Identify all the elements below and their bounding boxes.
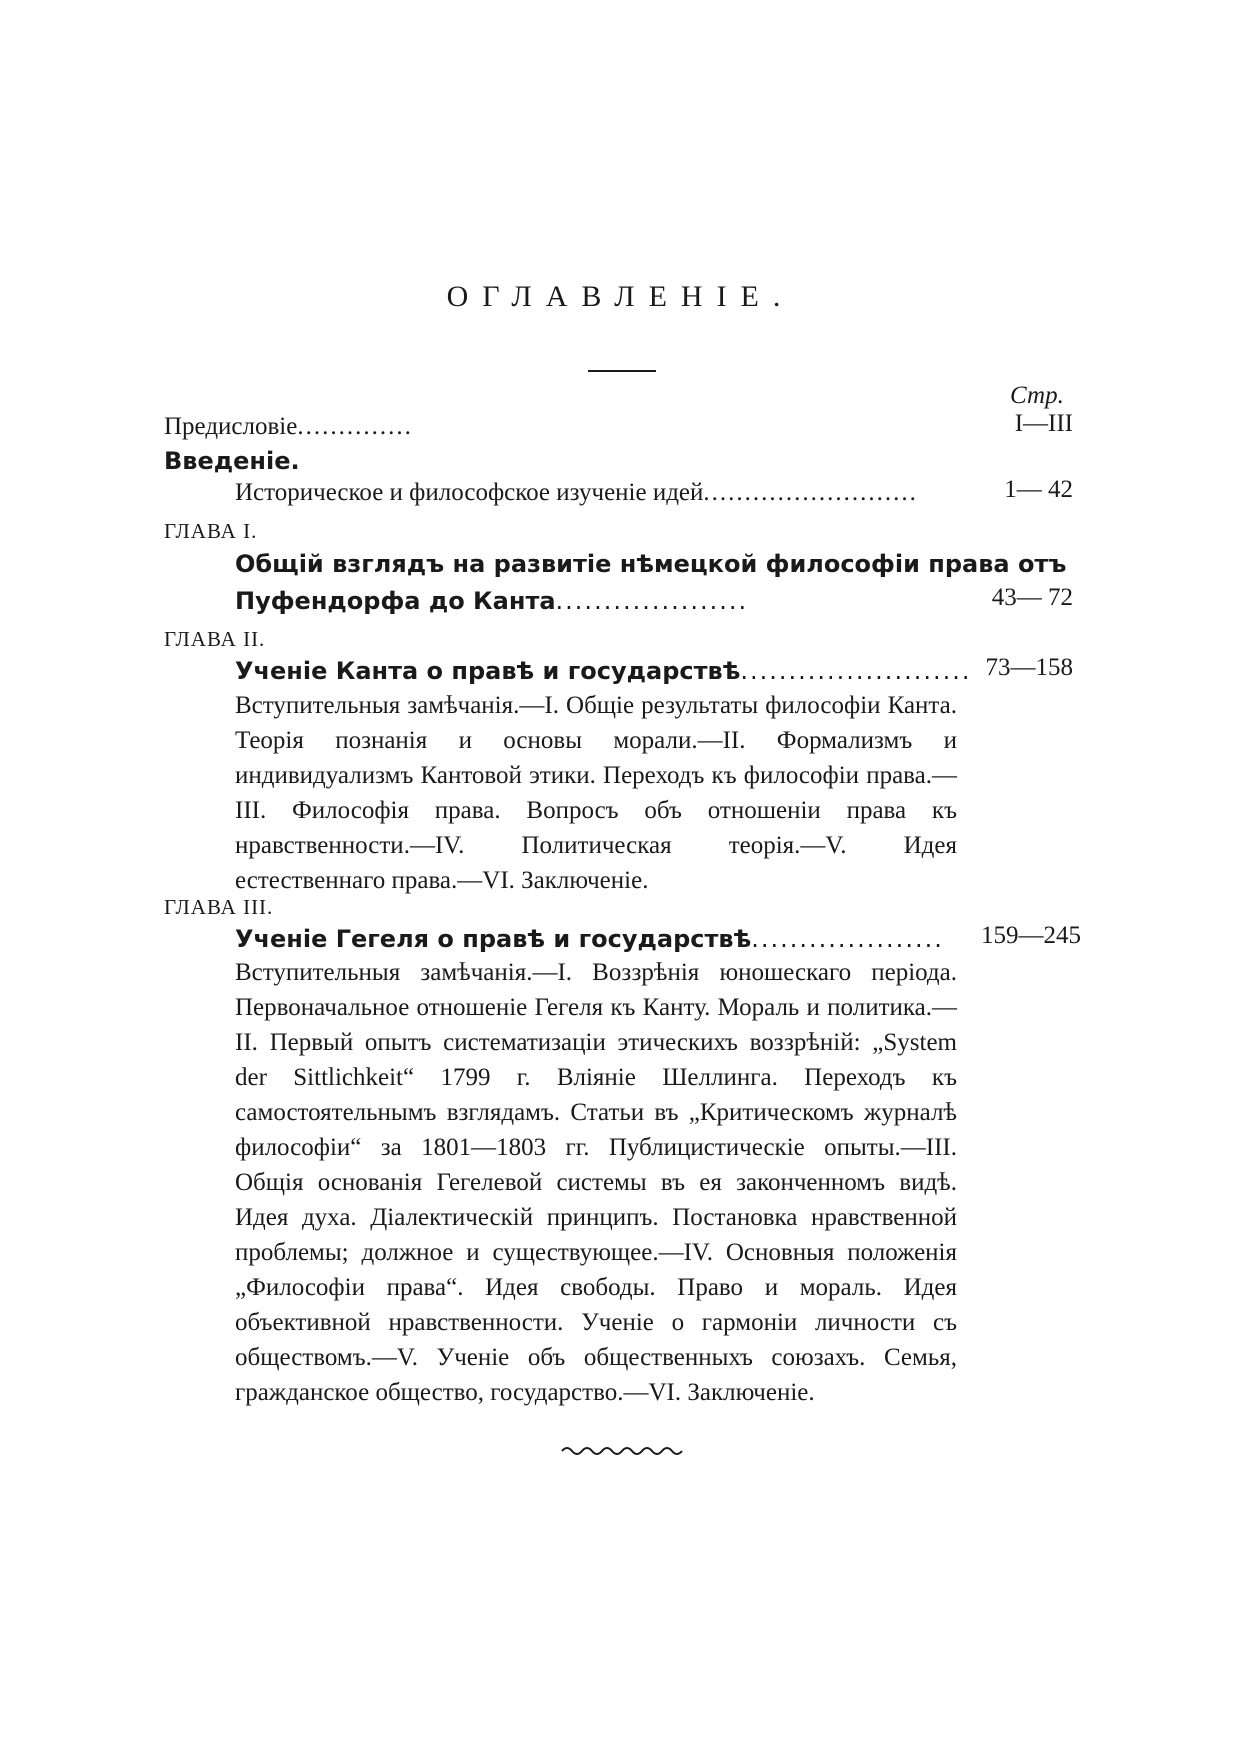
- title-divider: [588, 370, 656, 372]
- toc-entry-pages: 73—158: [985, 654, 1073, 681]
- page-title: ОГЛАВЛЕНІЕ.: [446, 280, 795, 313]
- toc-entry-preface[interactable]: [164, 410, 413, 444]
- toc-entry-pages: 159—245: [981, 922, 1081, 949]
- leader-dots: ....................: [555, 587, 749, 615]
- leader-dots: ........................: [740, 657, 972, 685]
- toc-entry-pages: 1— 42: [1004, 476, 1073, 503]
- wavy-ornament: [560, 1444, 684, 1458]
- page-column-header: Стр.: [1010, 382, 1064, 409]
- leader-dots: ..........................: [703, 479, 918, 506]
- introduction-heading: Введеніе.: [164, 447, 300, 475]
- leader-dots: ..............: [297, 413, 413, 440]
- chapter-title[interactable]: [235, 654, 971, 688]
- toc-entry-label: Историческое и философское изученіе идей: [235, 479, 704, 506]
- chapter-title[interactable]: [235, 922, 944, 956]
- toc-entry-introduction[interactable]: [235, 476, 918, 510]
- chapter-description: Вступительныя замѣчанія.—I. Общіе результаты философіи Канта. Теорія познанія и основы морали.—II. Формализмъ и индивидуализмъ Кантовой этики. Переходъ къ философіи права.—III. Философія права. Вопросъ объ отношеніи права къ нравственности.—IV. Политическая теорія.—V. Идея естественнаго права.—VI. Заключеніе.: [235, 692, 957, 894]
- chapter-label: ГЛАВА I.: [164, 519, 258, 543]
- chapter-description: Вступительныя замѣчанія.—I. Воззрѣнія юношескаго періода. Первоначальное отношеніе Гегеля къ Канту. Мораль и политика.—II. Первый опытъ систематизаціи этическихъ воззрѣній: „System der Sittlichkeit“ 1799 г. Вліяніе Шеллинга. Переходъ къ самостоятельнымъ взглядамъ. Статьи въ „Критическомъ журналѣ философіи“ за 1801—1803 гг. Публицистическіе опыты.—III. Общія основанія Гегелевой системы въ ея законченномъ видѣ. Идея духа. Діалектическій принципъ. Постановка нравственной проблемы; должное и существующее.—IV. Основныя положенія „Философіи права“. Идея свободы. Право и мораль. Идея объективной нравственности. Ученіе о гармоніи личности съ обществомъ.—V. Ученіе объ общественныхъ союзахъ. Семья, гражданское общество, государство.—VI. Заключеніе.: [235, 959, 957, 1406]
- chapter-label: ГЛАВА II.: [164, 627, 266, 651]
- toc-entry-pages: 43— 72: [991, 584, 1073, 611]
- chapter-title-continued[interactable]: [235, 584, 748, 618]
- chapter-title-label: Ученіе Гегеля о правѣ и государствѣ: [235, 925, 752, 953]
- chapter-title-label: Ученіе Канта о правѣ и государствѣ: [235, 657, 741, 685]
- chapter-label: ГЛАВА III.: [164, 895, 274, 919]
- chapter-title-label: Пуфендорфа до Канта: [235, 587, 556, 615]
- toc-entry-label: Предисловіе: [164, 413, 298, 440]
- toc-entry-pages: I—III: [1014, 410, 1073, 437]
- leader-dots: ....................: [751, 925, 944, 953]
- chapter-title[interactable]: Общій взглядъ на развитіе нѣмецкой философіи права отъ: [235, 550, 1067, 578]
